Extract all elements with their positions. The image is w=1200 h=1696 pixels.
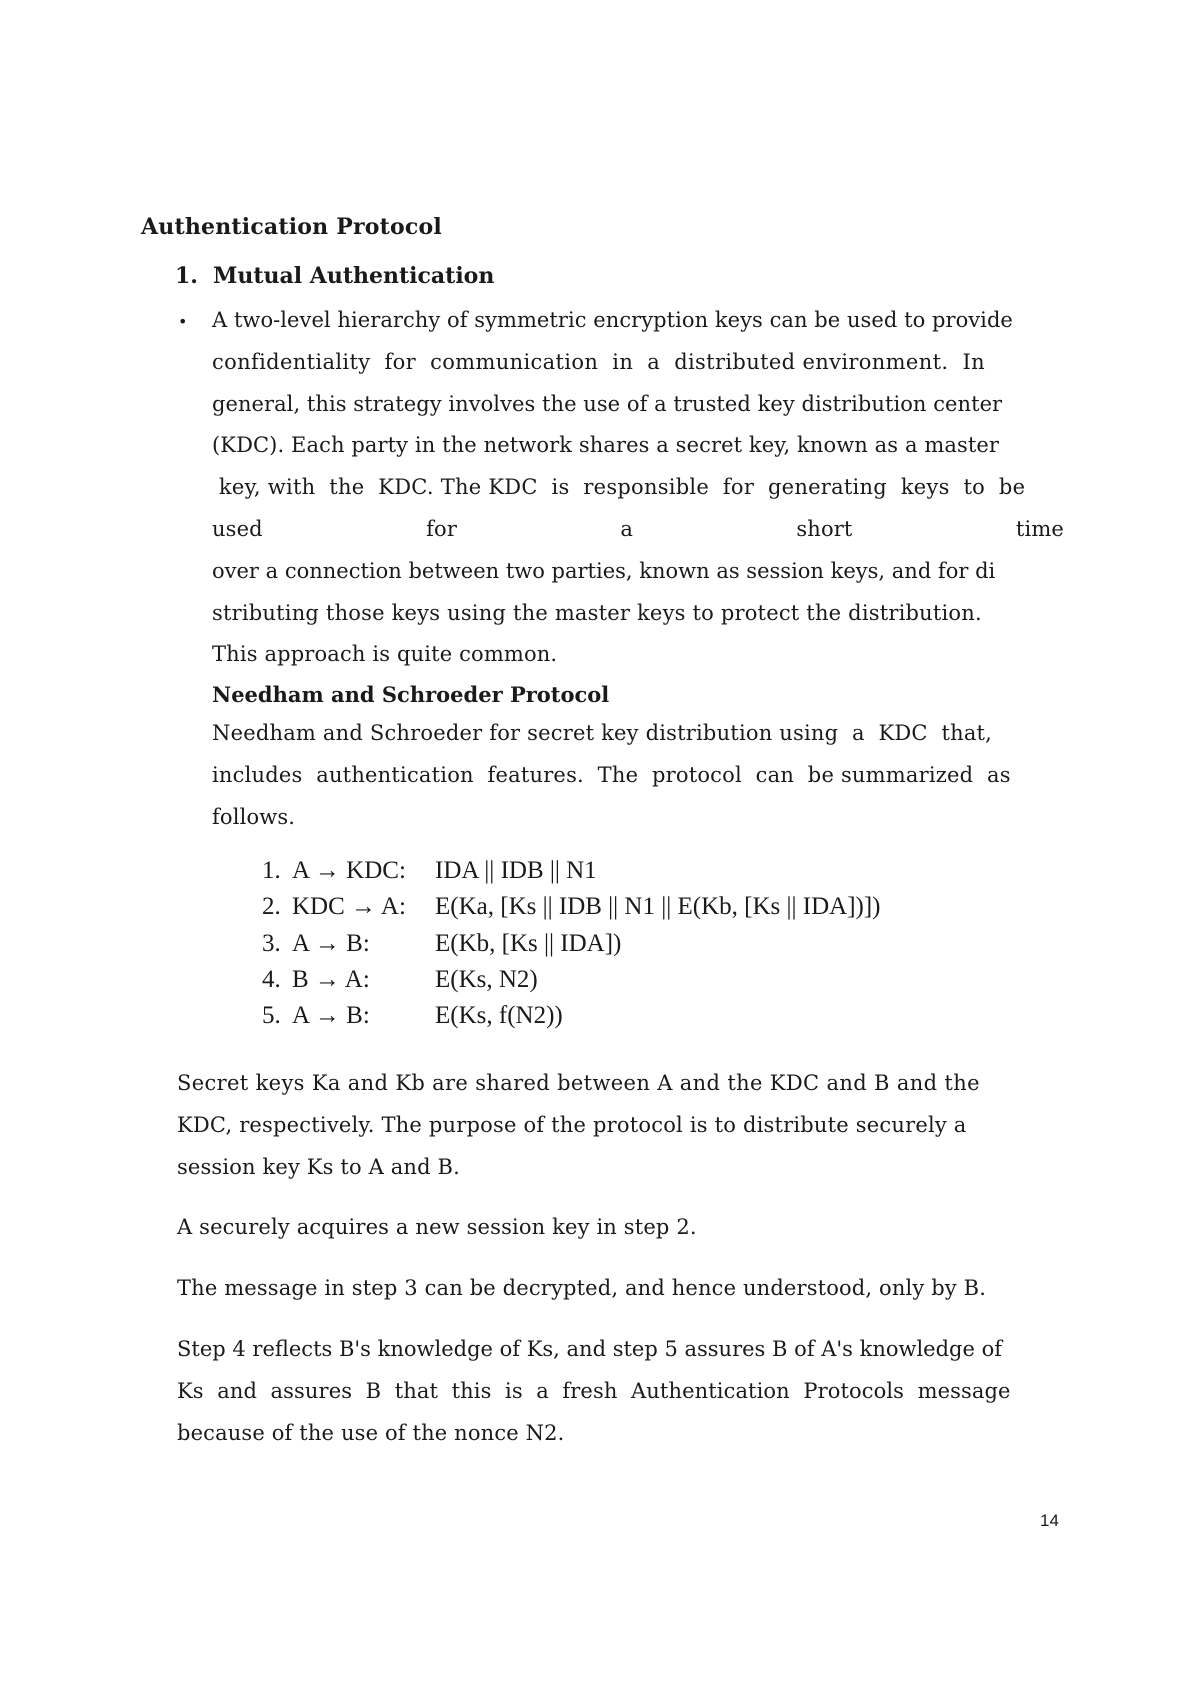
text-line: This approach is quite common. xyxy=(212,642,558,667)
text-line: Needham and Schroeder for secret key distribution using a KDC that, xyxy=(212,721,993,745)
step-direction: B → A: xyxy=(292,965,370,993)
spread-word: short xyxy=(796,516,853,541)
spread-word: time xyxy=(1015,516,1064,541)
text-line: Secret keys Ka and Kb are shared between A and the KDC and B and the xyxy=(177,1071,980,1095)
step3-note xyxy=(177,1268,1064,1310)
text-line: confidentiality for communication in a distributed environment. In xyxy=(212,349,985,374)
step-number: 3. xyxy=(262,929,281,957)
protocol-step xyxy=(262,926,881,962)
text-line: general, this strategy involves the use of a trusted key distribution center xyxy=(212,391,1003,416)
step-expression: E(Ks, f(N2)) xyxy=(435,1002,563,1030)
spread-word: used xyxy=(212,516,263,541)
page-number: 14 xyxy=(1040,1511,1059,1530)
bullet-icon: • xyxy=(178,312,188,331)
text-line: key, with the KDC. The KDC is responsible for generating keys to be xyxy=(212,475,1026,500)
step-expression: E(Ks, N2) xyxy=(435,965,538,993)
section-heading: Authentication Protocol xyxy=(141,214,442,240)
text-line: includes authentication features. The protocol can be summarized as xyxy=(212,762,1011,787)
explanation-paragraph xyxy=(177,1063,1064,1188)
step-number: 1. xyxy=(262,857,281,884)
text-line: over a connection between two parties, known as session keys, and for di xyxy=(212,558,996,583)
protocol-heading: Needham and Schroeder Protocol xyxy=(212,682,610,707)
subsection-number: 1. xyxy=(175,263,198,289)
step4-5-note xyxy=(177,1329,1064,1454)
step-number: 4. xyxy=(262,965,281,993)
protocol-steps xyxy=(262,853,881,1034)
text-line: A securely acquires a new session key in step 2. xyxy=(177,1215,697,1239)
subsection-title: Mutual Authentication xyxy=(213,263,495,289)
intro-paragraph xyxy=(212,300,1064,676)
spread-word: for xyxy=(426,516,458,541)
step-direction: A → B: xyxy=(292,1002,370,1030)
step-expression: IDA || IDB || N1 xyxy=(435,857,597,884)
text-line: follows. xyxy=(212,804,296,829)
step-number: 5. xyxy=(262,1002,281,1030)
protocol-step xyxy=(262,853,881,889)
text-line: (KDC). Each party in the network shares a secret key, known as a master xyxy=(212,433,1000,458)
protocol-paragraph xyxy=(212,713,1064,838)
text-line: KDC, respectively. The purpose of the protocol is to distribute securely a xyxy=(177,1112,967,1137)
protocol-step xyxy=(262,962,881,998)
protocol-step xyxy=(262,889,881,925)
text-line: A two-level hierarchy of symmetric encryption keys can be used to provide xyxy=(212,308,1013,332)
step-direction: KDC → A: xyxy=(292,893,406,921)
step-expression: E(Kb, [Ks || IDA]) xyxy=(435,929,622,957)
text-line: session key Ks to A and B. xyxy=(177,1154,460,1179)
text-line: because of the use of the nonce N2. xyxy=(177,1420,565,1445)
text-line: The message in step 3 can be decrypted, and hence understood, only by B. xyxy=(177,1276,987,1300)
text-line: Ks and assures B that this is a fresh Authentication Protocols message xyxy=(177,1378,1011,1403)
text-line: stributing those keys using the master keys to protect the distribution. xyxy=(212,600,982,625)
step2-note xyxy=(177,1207,1064,1249)
step-expression: E(Ka, [Ks || IDB || N1 || E(Kb, [Ks || IDA])]) xyxy=(435,893,881,921)
step-number: 2. xyxy=(262,893,281,921)
protocol-step xyxy=(262,998,881,1034)
text-line: Step 4 reflects B's knowledge of Ks, and step 5 assures B of A's knowledge of xyxy=(177,1337,1003,1361)
subsection-heading xyxy=(175,263,494,289)
spread-text-line xyxy=(212,509,1064,551)
spread-word: a xyxy=(620,516,634,541)
step-direction: A → B: xyxy=(292,929,370,957)
step-direction: A → KDC: xyxy=(292,857,406,884)
